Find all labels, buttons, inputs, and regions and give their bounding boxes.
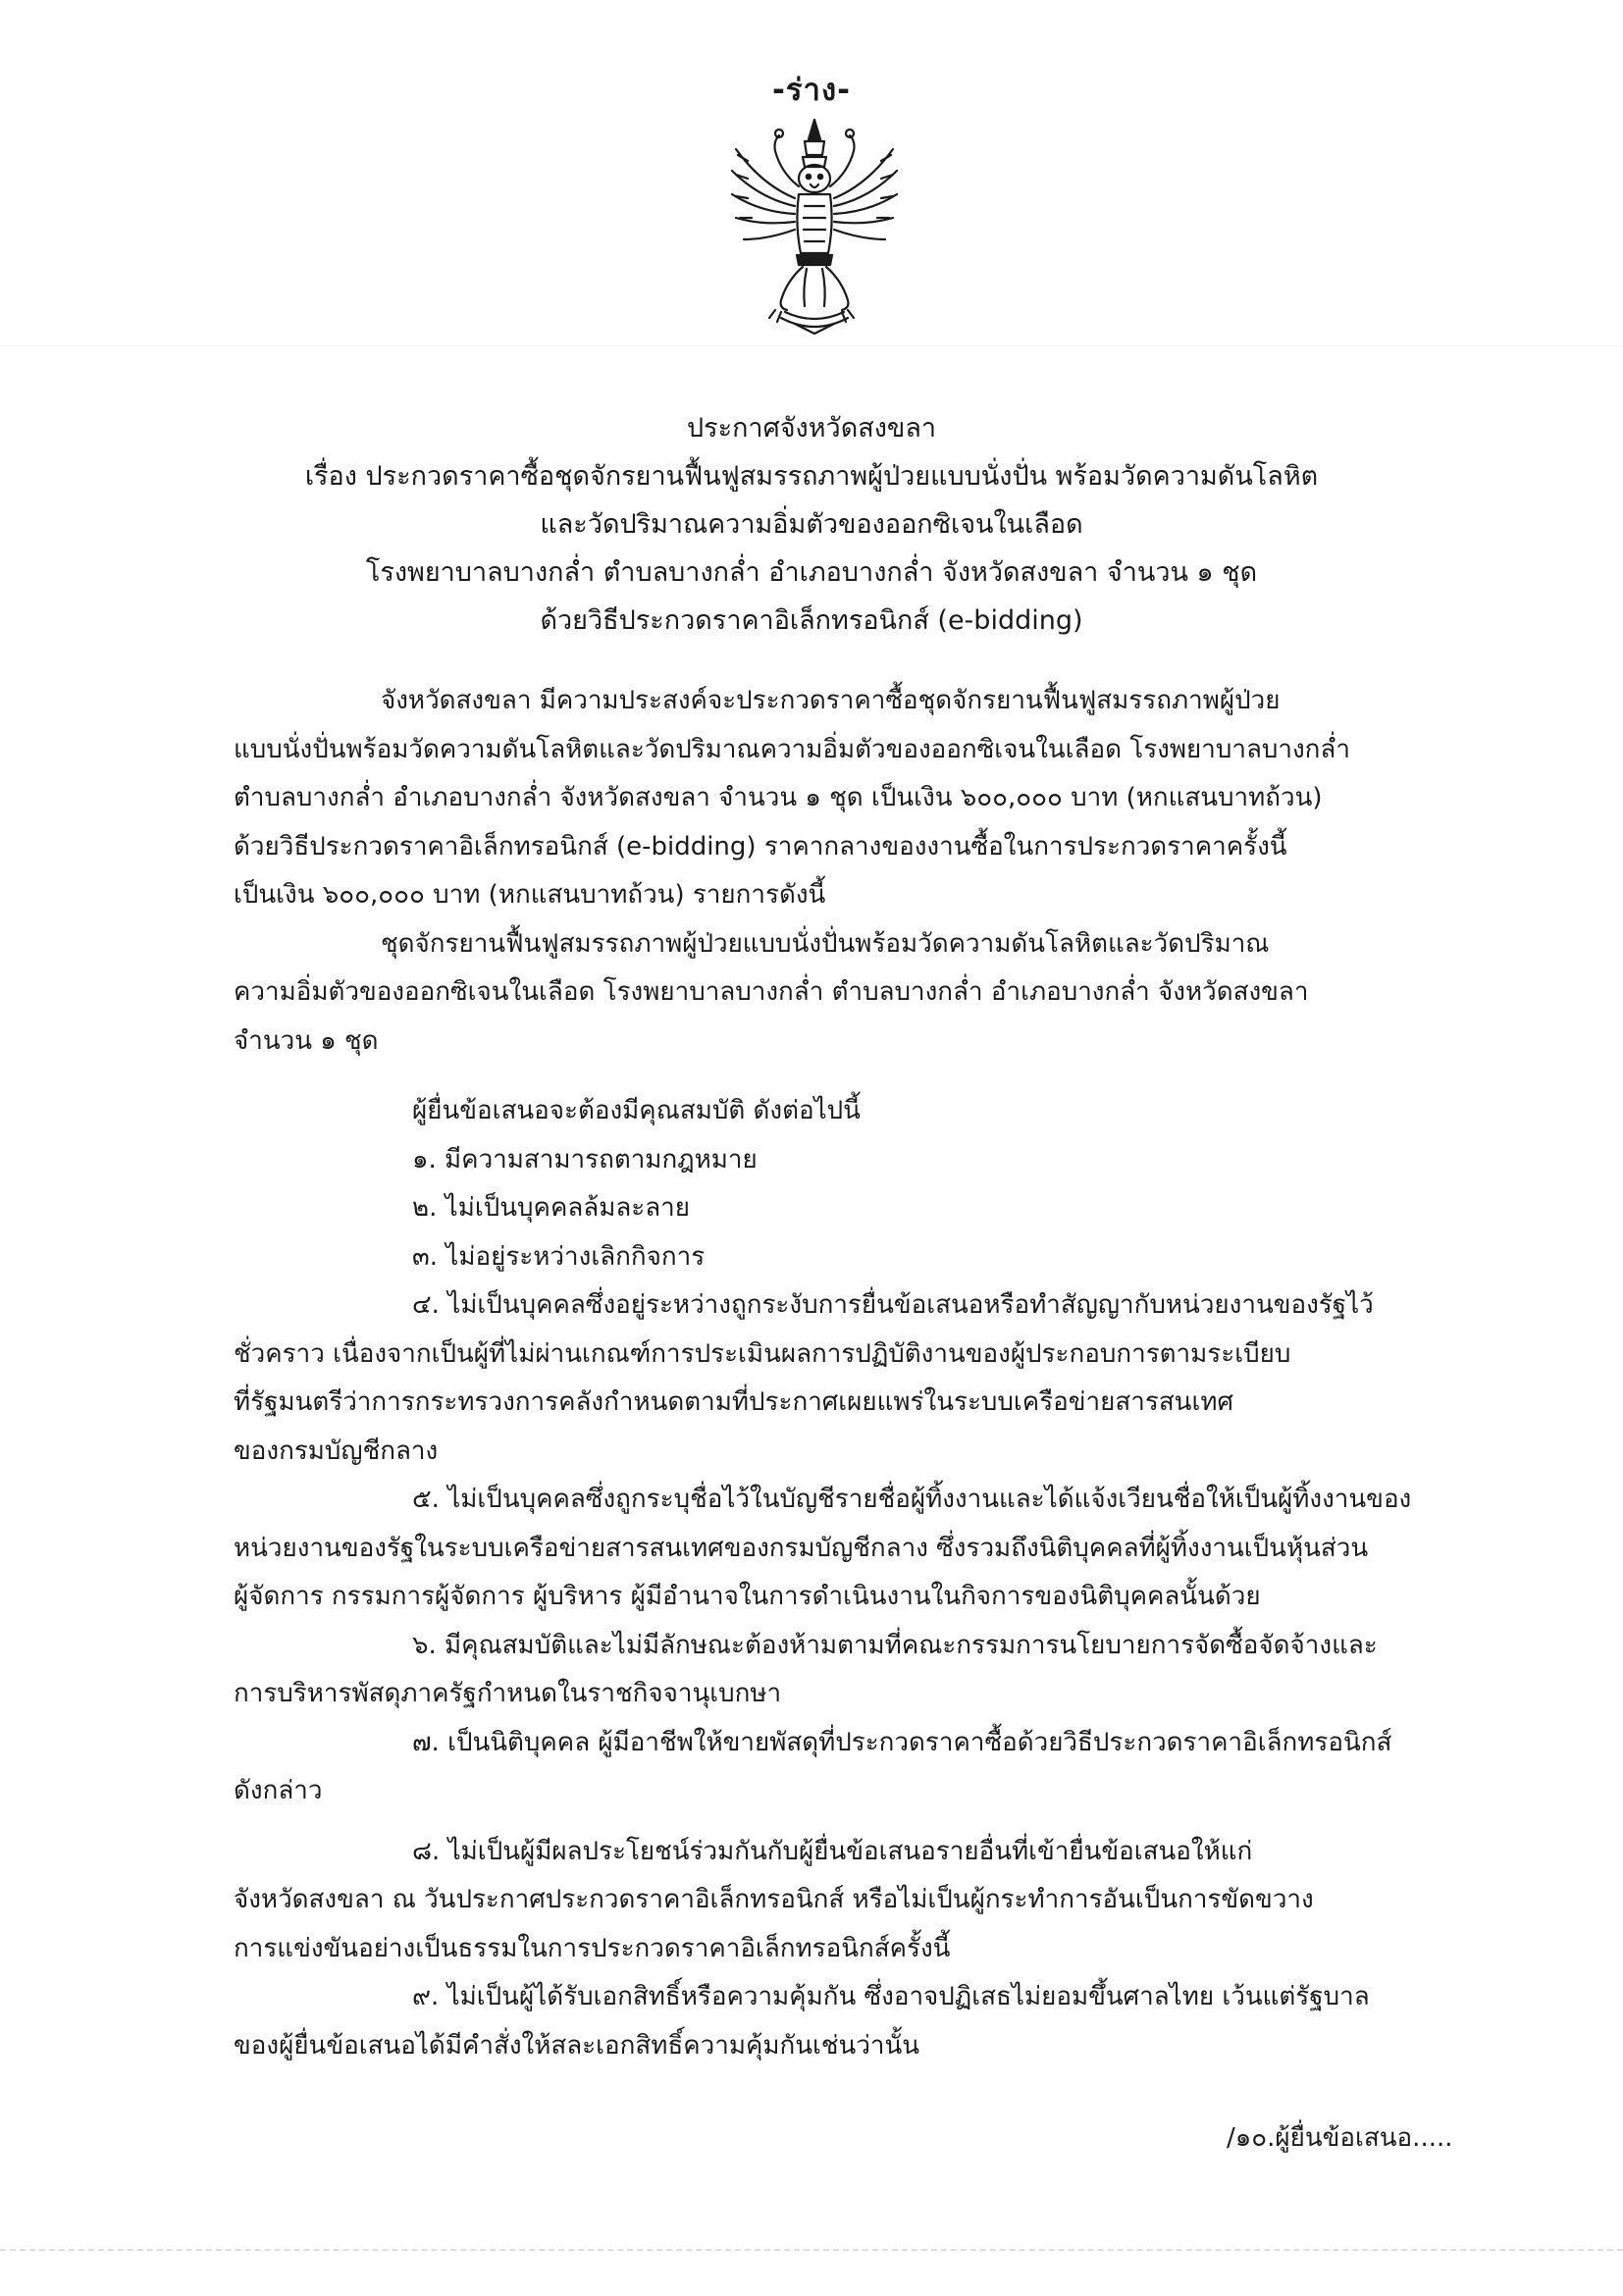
scan-edge-line — [0, 345, 1623, 346]
intro-paragraph — [234, 677, 1458, 920]
text-line: ผู้จัดการ กรรมการผู้จัดการ ผู้บริหาร ผู้มีอำนาจในการดำเนินงานในกิจการของนิติบุคคลนั้นด้วย — [234, 1582, 1261, 1611]
text-line: ของผู้ยื่นข้อเสนอได้มีคำสั่งให้สละเอกสิทธิ์ความคุ้มกันเช่นว่านั้น — [234, 2030, 920, 2061]
header-title: ประกาศจังหวัดสงขลา — [686, 413, 937, 444]
qualification-item: ๓. ไม่อยู่ระหว่างเลิกกิจการ — [412, 1241, 706, 1272]
qualification-item: ๗. เป็นนิติบุคคล ผู้มีอาชีพให้ขายพัสดุที่ประกวดราคาซื้อด้วยวิธีประกวดราคาอิเล็กทรอนิกส์ — [412, 1727, 1392, 1757]
qualification-item: ๒. ไม่เป็นบุคคลล้มละลาย — [412, 1193, 691, 1223]
text-line: ตำบลบางกล่ำ อำเภอบางกล่ำ จังหวัดสงขลา จำนวน ๑ ชุด เป็นเงิน ๖๐๐,๐๐๐ บาท (หกแสนบาทถ้วน) — [234, 783, 1323, 812]
text-line: แบบนั่งปั่นพร้อมวัดความดันโลหิตและวัดปริมาณความอิ่มตัวของออกซิเจนในเลือด โรงพยาบาลบางกล่ำ — [234, 734, 1350, 764]
item-description-paragraph — [234, 920, 1458, 1067]
continuation-note: /๑๐.ผู้ยื่นข้อเสนอ..... — [1227, 2123, 1453, 2153]
draft-mark: -ร่าง- — [772, 73, 851, 108]
header-subject: เรื่อง ประกวดราคาซื้อชุดจักรยานฟื้นฟูสมรรถภาพผู้ป่วยแบบนั่งปั่น พร้อมวัดความดันโลหิต — [304, 461, 1319, 492]
header-method: ด้วยวิธีประกวดราคาอิเล็กทรอนิกส์ (e-bidding) — [540, 605, 1083, 636]
announcement-body — [234, 677, 1458, 2070]
qualification-item: ๙. ไม่เป็นผู้ได้รับเอกสิทธิ์หรือความคุ้มกัน ซึ่งอาจปฏิเสธไม่ยอมขึ้นศาลไทย เว้นแต่รัฐบาล — [412, 1982, 1370, 2011]
header-location: โรงพยาบาลบางกล่ำ ตำบลบางกล่ำ อำเภอบางกล่ำ จังหวัดสงขลา จำนวน ๑ ชุด — [365, 557, 1258, 588]
text-line: ชุดจักรยานฟื้นฟูสมรรถภาพผู้ป่วยแบบนั่งปั่นพร้อมวัดความดันโลหิตและวัดปริมาณ — [381, 928, 1270, 959]
text-line: ดังกล่าว — [234, 1776, 323, 1805]
qualification-item: ๔. ไม่เป็นบุคคลซึ่งอยู่ระหว่างถูกระงับการยื่นข้อเสนอหรือทำสัญญากับหน่วยงานของรัฐไว้ — [412, 1290, 1374, 1320]
text-line: จำนวน ๑ ชุด — [234, 1025, 379, 1056]
text-line: เป็นเงิน ๖๐๐,๐๐๐ บาท (หกแสนบาทถ้วน) รายการดังนี้ — [234, 880, 826, 910]
text-line: ชั่วคราว เนื่องจากเป็นผู้ที่ไม่ผ่านเกณฑ์การประเมินผลการปฏิบัติงานของผู้ประกอบการตามระเบียบ — [234, 1338, 1291, 1369]
text-line: ที่รัฐมนตรีว่าการกระทรวงการคลังกำหนดตามที่ประกาศเผยแพร่ในระบบเครือข่ายสารสนเทศ — [234, 1387, 1233, 1417]
text-line: หน่วยงานของรัฐในระบบเครือข่ายสารสนเทศของกรมบัญชีกลาง ซึ่งรวมถึงนิติบุคคลที่ผู้ทิ้งงานเป็นหุ้นส่วน — [234, 1533, 1369, 1563]
qualification-item: ๘. ไม่เป็นผู้มีผลประโยชน์ร่วมกันกับผู้ยื่นข้อเสนอรายอื่นที่เข้ายื่นข้อเสนอให้แก่ — [412, 1836, 1253, 1866]
scan-edge-line — [0, 2249, 1623, 2252]
text-line: การบริหารพัสดุภาครัฐกำหนดในราชกิจจานุเบกษา — [234, 1679, 782, 1708]
text-line: ของกรมบัญชีกลาง — [234, 1435, 439, 1466]
qualifications-section — [234, 1087, 1458, 2070]
text-line: จังหวัดสงขลา มีความประสงค์จะประกวดราคาซื้อชุดจักรยานฟื้นฟูสมรรถภาพผู้ป่วย — [381, 686, 1281, 715]
qualification-item: ๕. ไม่เป็นบุคคลซึ่งถูกระบุชื่อไว้ในบัญชีรายชื่อผู้ทิ้งงานและได้แจ้งเวียนชื่อให้เป็นผู้ทิ้งงานของ — [412, 1485, 1412, 1514]
qualifications-heading: ผู้ยื่นข้อเสนอจะต้องมีคุณสมบัติ ดังต่อไปนี้ — [412, 1096, 861, 1125]
garuda-emblem-icon — [726, 116, 903, 337]
text-line: การแข่งขันอย่างเป็นธรรมในการประกวดราคาอิเล็กทรอนิกส์ครั้งนี้ — [234, 1933, 951, 1963]
text-line: ด้วยวิธีประกวดราคาอิเล็กทรอนิกส์ (e-bidding) ราคากลางของงานซื้อในการประกวดราคาครั้งนี้ — [234, 831, 1287, 861]
announcement-header — [0, 404, 1623, 645]
text-line: จังหวัดสงขลา ณ วันประกาศประกวดราคาอิเล็กทรอนิกส์ หรือไม่เป็นผู้กระทำการอันเป็นการขัดขวาง — [234, 1885, 1314, 1914]
qualification-item: ๖. มีคุณสมบัติและไม่มีลักษณะต้องห้ามตามที่คณะกรรมการนโยบายการจัดซื้อจัดจ้างและ — [412, 1630, 1378, 1660]
qualification-item: ๑. มีความสามารถตามกฎหมาย — [412, 1144, 758, 1174]
header-subject-line-2: และวัดปริมาณความอิ่มตัวของออกซิเจนในเลือด — [540, 509, 1083, 540]
text-line: ความอิ่มตัวของออกซิเจนในเลือด โรงพยาบาลบางกล่ำ ตำบลบางกล่ำ อำเภอบางกล่ำ จังหวัดสงขลา — [234, 977, 1309, 1007]
